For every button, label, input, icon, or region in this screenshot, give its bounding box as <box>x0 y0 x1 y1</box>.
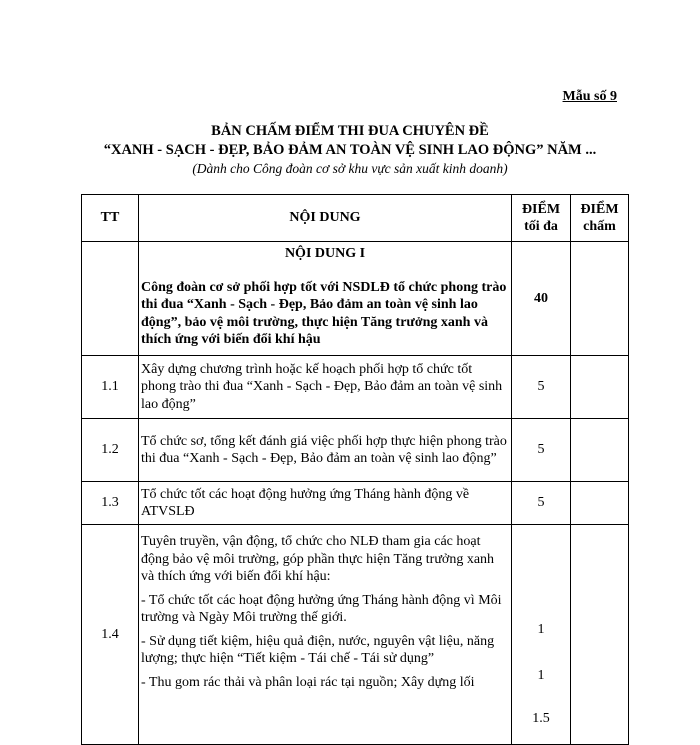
cell-tt <box>82 242 139 356</box>
document-subtitle: (Dành cho Công đoàn cơ sở khu vực sản xuất kinh doanh) <box>192 161 508 176</box>
form-number: Mẫu số 9 <box>562 89 617 104</box>
table-row <box>82 242 629 356</box>
cell-max-score: 40 <box>512 242 571 356</box>
header-max-line2: tối đa <box>524 219 558 234</box>
cell-content: Tổ chức sơ, tổng kết đánh giá việc phối hợp thực hiện phong trào thi đua “Xanh - Sạch - Đẹp, Bảo đảm an toàn vệ sinh lao động” <box>139 419 512 482</box>
cell-tt: 1.1 <box>82 356 139 419</box>
score-table <box>81 194 629 745</box>
table-row <box>82 419 629 482</box>
header-max-line1: ĐIỂM <box>521 202 561 217</box>
header-score <box>571 195 629 242</box>
sub-item: - Tổ chức tốt các hoạt động hưởng ứng Tháng hành động vì Môi trường và Ngày Môi trường thế giới. <box>141 592 502 625</box>
cell-content <box>139 525 512 745</box>
header-tt: TT <box>82 195 139 242</box>
sub-item: - Thu gom rác thải và phân loại rác tại nguồn; Xây dựng lối <box>141 674 475 690</box>
table-row <box>82 482 629 525</box>
sub-item: - Sử dụng tiết kiệm, hiệu quả điện, nước, nguyên vật liệu, năng lượng; thực hiện “Tiết kiệm - Tái chế - Tái sử dụng” <box>141 633 495 666</box>
cell-score <box>571 242 629 356</box>
table-header-row <box>82 195 629 242</box>
header-score-line2: chấm <box>583 219 616 234</box>
header-score-line1: ĐIỂM <box>580 202 619 217</box>
header-max-score <box>512 195 571 242</box>
cell-score <box>571 525 629 745</box>
cell-max-score <box>512 525 571 745</box>
cell-max-score: 5 <box>512 419 571 482</box>
cell-max-score: 5 <box>512 356 571 419</box>
sub-item-max: 1 <box>537 622 545 637</box>
row-intro: Tuyên truyền, vận động, tổ chức cho NLĐ tham gia các hoạt động bảo vệ môi trường, góp phần thực hiện Tăng trưởng xanh và thích ứng với biến đổi khí hậu: <box>141 534 495 584</box>
table-row <box>82 356 629 419</box>
cell-tt: 1.2 <box>82 419 139 482</box>
header-content: NỘI DUNG <box>139 195 512 242</box>
sub-item-max: 1 <box>537 667 545 683</box>
section-description: Công đoàn cơ sở phối hợp tốt với NSDLĐ tổ chức phong trào thi đua “Xanh - Sạch - Đẹp, Bảo đảm an toàn vệ sinh lao động”, bảo vệ môi trường, thực hiện Tăng trưởng xanh và thích ứng với biến đổi khí hậu <box>141 279 507 347</box>
cell-score <box>571 419 629 482</box>
document-title: BẢN CHẤM ĐIỂM THI ĐUA CHUYÊN ĐỀ <box>211 123 489 139</box>
cell-max-score: 5 <box>512 482 571 525</box>
cell-tt: 1.3 <box>82 482 139 525</box>
cell-content <box>139 242 512 356</box>
cell-content: Tổ chức tốt các hoạt động hưởng ứng Tháng hành động về ATVSLĐ <box>139 482 512 525</box>
section-title: NỘI DUNG I <box>284 246 366 261</box>
cell-score <box>571 356 629 419</box>
cell-score <box>571 482 629 525</box>
sub-item-max: 1.5 <box>532 711 550 726</box>
document-title-line2: “XANH - SẠCH - ĐẸP, BẢO ĐẢM AN TOÀN VỆ SINH LAO ĐỘNG” NĂM ... <box>103 142 597 158</box>
cell-content: Xây dựng chương trình hoặc kế hoạch phối hợp tổ chức tốt phong trào thi đua “Xanh - Sạch - Đẹp, Bảo đảm an toàn vệ sinh lao động” <box>139 356 512 419</box>
cell-tt: 1.4 <box>82 525 139 745</box>
table-row <box>82 525 629 745</box>
